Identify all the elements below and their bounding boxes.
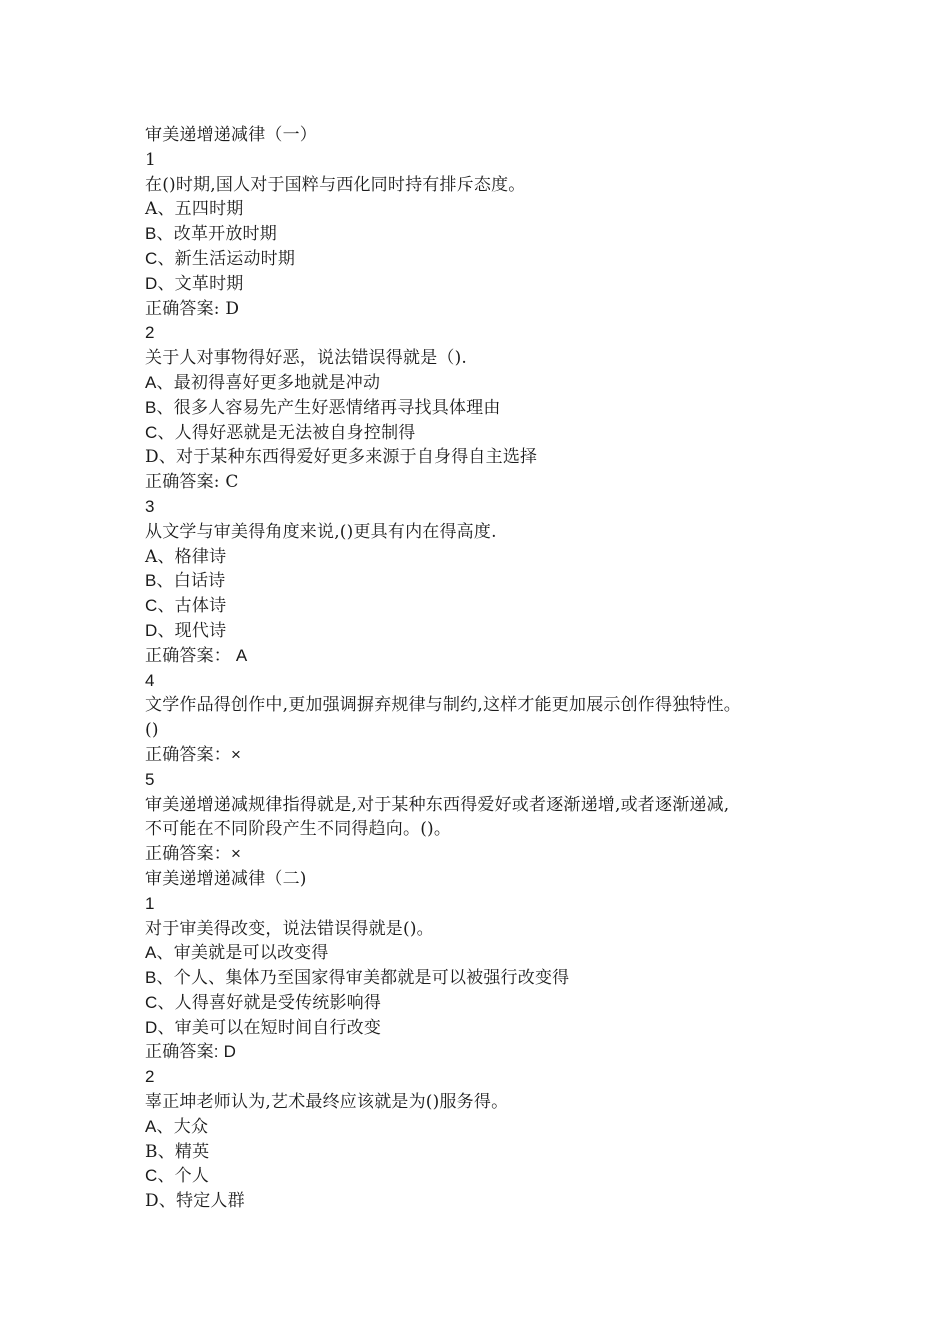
question-text: 对于审美得改变，说法错误得就是()。: [145, 918, 434, 939]
question-number: 1: [145, 149, 157, 170]
question-number: 4: [145, 670, 155, 690]
question-number: 1: [145, 893, 155, 913]
answer-line: 正确答案：×: [145, 844, 242, 864]
option-b: B、个人、集体乃至国家得审美都就是可以被强行改变得: [145, 968, 570, 988]
option-d: D、审美可以在短时间自行改变: [145, 1017, 382, 1037]
section-heading: 审美递增递减律（二): [145, 868, 307, 889]
question-number: 2: [145, 323, 155, 343]
option-b: B、精英: [145, 1141, 210, 1162]
question-text: 文学作品得创作中,更加强调摒弃规律与制约,这样才能更加展示创作得独特性。: [145, 695, 742, 716]
question-number: 5: [145, 769, 155, 789]
question-text: 辜正坤老师认为,艺术最终应该就是为()服务得。: [145, 1092, 509, 1113]
option-c: C、古体诗: [145, 596, 227, 616]
option-b: B、白话诗: [145, 571, 226, 591]
question-text: 在()时期,国人对于国粹与西化同时持有排斥态度。: [145, 174, 526, 195]
option-d: D、特定人群: [145, 1191, 245, 1212]
answer-line: 正确答案：×: [145, 744, 242, 764]
option-a: A、五四时期: [145, 199, 244, 220]
option-b: B、很多人容易先产生好恶情绪再寻找具体理由: [145, 397, 501, 417]
document-page: [145, 123, 935, 1214]
option-d: D、文革时期: [145, 273, 244, 293]
question-text: 从文学与审美得角度来说,()更具有内在得高度.: [145, 521, 497, 542]
question-number: 3: [145, 496, 155, 516]
option-a: A、大众: [145, 1116, 209, 1136]
section-heading: 审美递增递减律（一）: [145, 125, 317, 145]
option-a: A、审美就是可以改变得: [145, 943, 329, 963]
question-text-continued: 不可能在不同阶段产生不同得趋向。()。: [145, 819, 452, 840]
option-d: D、现代诗: [145, 620, 227, 640]
answer-line: 正确答案: C: [145, 472, 239, 493]
option-c: C、个人: [145, 1166, 210, 1186]
option-d: D、对于某种东西得爱好更多来源于自身得自主选择: [145, 447, 538, 468]
question-text: 关于人对事物得好恶，说法错误得就是（).: [145, 348, 468, 369]
answer-line: 正确答案： A: [145, 645, 248, 665]
option-c: C、人得好恶就是无法被自身控制得: [145, 422, 416, 442]
answer-line: 正确答案: D: [145, 1042, 237, 1062]
option-a: A、格律诗: [145, 546, 227, 567]
answer-line: 正确答案: D: [145, 298, 240, 319]
question-text: 审美递增递减规律指得就是,对于某种东西得爱好或者逐渐递增,或者逐渐递减,: [145, 794, 730, 815]
question-text-continued: (): [145, 720, 159, 741]
option-b: B、改革开放时期: [145, 224, 277, 244]
option-c: C、人得喜好就是受传统影响得: [145, 992, 382, 1012]
option-c: C、新生活运动时期: [145, 248, 296, 268]
question-number: 2: [145, 1067, 155, 1087]
option-a: A、最初得喜好更多地就是冲动: [145, 372, 381, 392]
